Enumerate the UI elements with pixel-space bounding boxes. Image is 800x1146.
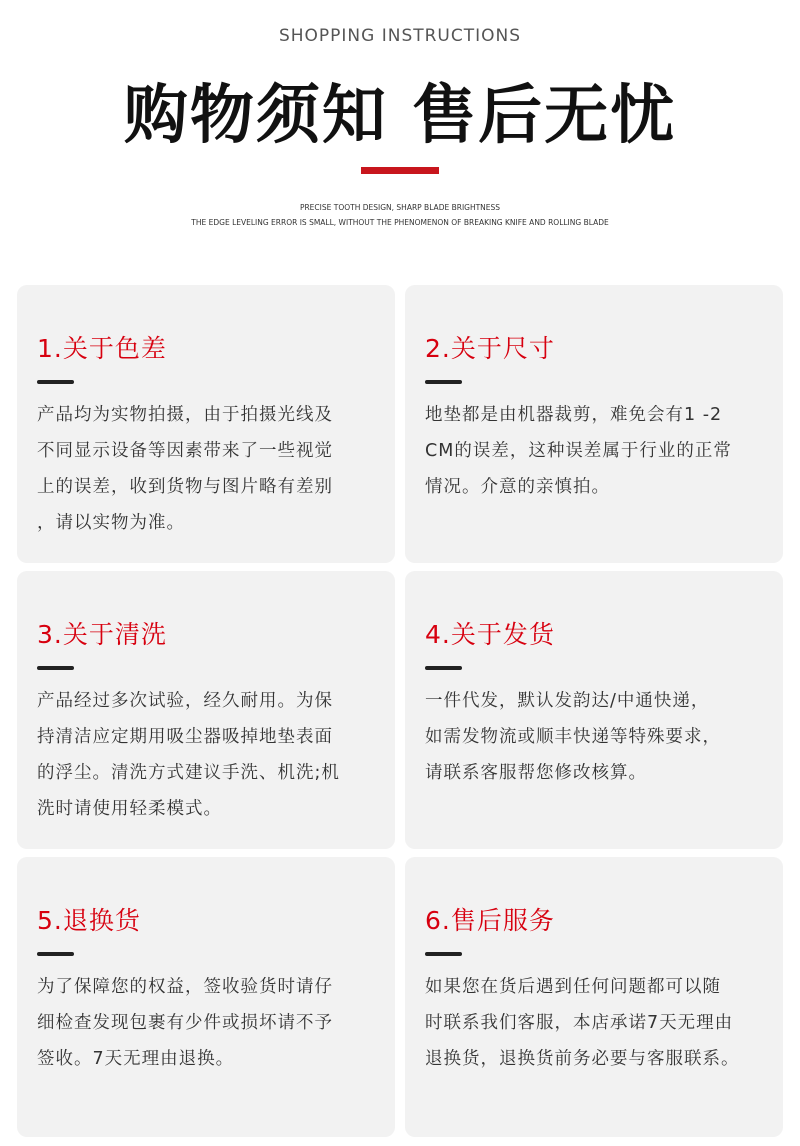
card-divider xyxy=(37,666,74,670)
card-text-line: 如需发物流或顺丰快递等特殊要求， xyxy=(425,727,721,747)
card-title: 4.关于发货 xyxy=(425,620,555,649)
card-body xyxy=(37,397,333,541)
card-body xyxy=(425,397,732,505)
card-title: 6.售后服务 xyxy=(425,906,555,935)
card-text-line: 请联系客服帮您修改核算。 xyxy=(425,763,647,783)
card-text-line: 地垫都是由机器裁剪，难免会有1 -2 xyxy=(425,405,723,425)
card-text-line: 为了保障您的权益，签收验货时请仔 xyxy=(37,977,333,997)
card-text-line: 情况。介意的亲慎拍。 xyxy=(425,477,610,497)
card-text-line: 退换货，退换货前务必要与客服联系。 xyxy=(425,1049,740,1069)
info-card xyxy=(17,571,395,849)
card-text-line: 产品均为实物拍摄，由于拍摄光线及 xyxy=(37,405,333,425)
card-divider xyxy=(37,952,74,956)
card-text-line: CM的误差，这种误差属于行业的正常 xyxy=(425,441,732,461)
card-text-line: 产品经过多次试验，经久耐用。为保 xyxy=(37,691,333,711)
card-text-line: 持清洁应定期用吸尘器吸掉地垫表面 xyxy=(37,727,333,747)
card-text-line: 时联系我们客服，本店承诺7天无理由 xyxy=(425,1013,734,1033)
card-text-line: 如果您在货后遇到任何问题都可以随 xyxy=(425,977,721,997)
info-card xyxy=(17,857,395,1137)
card-text-line: 签收。7天无理由退换。 xyxy=(37,1049,235,1069)
card-title: 1.关于色差 xyxy=(37,334,167,363)
page-title: 购物须知 售后无忧 xyxy=(123,79,677,153)
card-divider xyxy=(425,380,462,384)
card-divider xyxy=(37,380,74,384)
info-card xyxy=(405,285,783,563)
card-text-line: 不同显示设备等因素带来了一些视觉 xyxy=(37,441,333,461)
card-text-line: ，请以实物为准。 xyxy=(37,513,185,533)
card-body xyxy=(37,683,340,827)
section-subtitle: SHOPPING INSTRUCTIONS xyxy=(278,26,522,46)
info-card xyxy=(405,857,783,1137)
card-body xyxy=(37,969,333,1077)
card-text-line: 一件代发，默认发韵达/中通快递， xyxy=(425,691,710,711)
card-body xyxy=(425,969,740,1077)
card-text-line: 细检查发现包裹有少件或损坏请不予 xyxy=(37,1013,333,1033)
card-divider xyxy=(425,952,462,956)
card-title: 2.关于尺寸 xyxy=(425,334,555,363)
tagline-2: THE EDGE LEVELING ERROR IS SMALL, WITHOUT THE PHENOMENON OF BREAKING KNIFE AND ROLLING BLADE xyxy=(191,218,609,227)
card-title: 5.退换货 xyxy=(37,906,141,935)
tagline-1: PRECISE TOOTH DESIGN, SHARP BLADE BRIGHTNESS xyxy=(299,203,501,212)
card-text-line: 的浮尘。清洗方式建议手洗、机洗;机 xyxy=(37,763,340,783)
title-divider xyxy=(361,167,439,174)
card-body xyxy=(425,683,721,791)
card-text-line: 洗时请使用轻柔模式。 xyxy=(37,799,222,819)
card-divider xyxy=(425,666,462,670)
info-card xyxy=(405,571,783,849)
info-card xyxy=(17,285,395,563)
card-text-line: 上的误差，收到货物与图片略有差别 xyxy=(37,477,333,497)
card-title: 3.关于清洗 xyxy=(37,620,167,649)
